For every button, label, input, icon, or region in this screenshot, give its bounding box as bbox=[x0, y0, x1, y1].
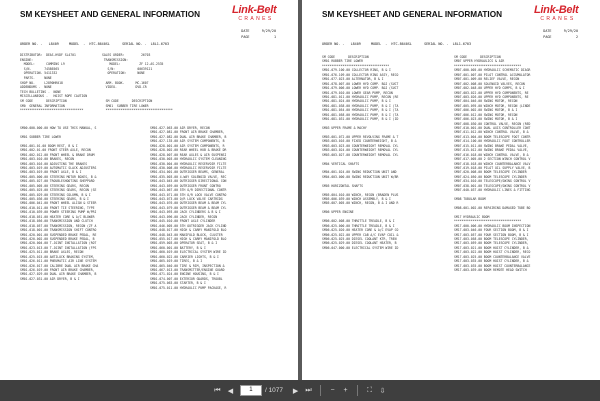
sm-code-entry: SM01-076-109.00 COLLECTOR RING ASSY, RECO bbox=[322, 72, 399, 77]
sm-code-entry: SM17-003-057.00 FOUR SECTION BOOM, B & I bbox=[454, 232, 529, 237]
sm-code-entry: SM04-003-000.00 SWING REDUCTION UNIT W/BR bbox=[322, 174, 399, 179]
sm-code-entry: SM07-034-010.00 TELESCOPE/SWING CONTROL V bbox=[454, 179, 531, 184]
sm-code-entry: SM07-010-001.00 DUAL AXIS CONTROLLER CONT bbox=[454, 126, 531, 130]
toolbar-divider bbox=[320, 385, 321, 396]
sm-code-entry: SM07-006-002.00 SWING MOTOR, B & I bbox=[454, 108, 518, 113]
sm-code-entry: SM05-004-010.00 WINCH, RECON (BRADEN PLUS bbox=[322, 192, 399, 197]
sm-code-entry: SM07-014-100.00 HYDRAULIC FOOT CONTROLLER bbox=[454, 139, 531, 144]
sm-code-entry: SM01-025-015.00 ANTILOCK BRAKING SYSTEM, bbox=[20, 254, 95, 259]
sm-code-entry: SM07-006-012.00 SWING MOTOR, RECON bbox=[454, 112, 518, 117]
sm-code-entry: SM06-025-025.00 DIESEL COOLANT KTR, TREN bbox=[322, 236, 397, 241]
info-line: S/N- 74586565 S/N: 00639121 bbox=[20, 66, 153, 71]
sm-code-entry: SM05 HORIZONTAL SHAFTS bbox=[322, 183, 363, 188]
sm-code-entry: SM01-005-029.00 STEERING COLUMN, B & I bbox=[20, 192, 91, 197]
info-line: ********************************** ************************************ bbox=[20, 108, 173, 113]
sm-code-entry: SM01-005-027.00 TROUBLESHOOTING SHEPPARD bbox=[20, 179, 95, 184]
sm-code-entry: SM07-005-095.00 WINCH MOTOR, RECON (LINDE bbox=[454, 103, 531, 108]
sm-code-list-right bbox=[454, 55, 582, 272]
sm-code-entry: SM01 RUBBER TIRE LOWER bbox=[322, 59, 363, 64]
info-line: SHOP NO- L2890HR018 ARM. BOOK- MC-1607 bbox=[20, 80, 149, 85]
sm-code-entry: SM06-025-022.00 UPPER CAB A/C EVAP COIL & bbox=[322, 232, 399, 237]
sm-code-entry: SM01-030-008.00 HYDRAULIC RESERVOIR FILTE bbox=[150, 165, 227, 170]
sm-code-entry: SM01-081-024.00 HYDRAULIC PUMP, B & I bbox=[322, 99, 391, 104]
sm-code-entry: SM01-043-076.00 OUTRIGGER BEAM & BEAM CYL bbox=[150, 201, 227, 206]
sm-code-entry: SM03 UPPER FRAME & MACHY bbox=[322, 126, 367, 130]
sm-code-entry: SM01-081-038.00 HYDRAULIC PUMP, B & I (TA bbox=[322, 103, 399, 108]
info-line: PARTS- NONE bbox=[20, 75, 52, 80]
logo-wordmark: Link-Belt bbox=[534, 4, 579, 16]
sm-code-entry: SM05-006-039.00 WINCH ASSEMBLY, B & I bbox=[322, 197, 391, 201]
sm-code-entry: SM07-000-005.00 HYDRAULIC SCHEMATIC DIAGR bbox=[454, 68, 531, 73]
sm-code-entry: SM01-020-004.00 T-JOINT INSTALLATION (ROT bbox=[20, 241, 97, 246]
sm-code-entry: SM07-019-018.00 PILOT OIL SUPPLY VALVE, B bbox=[454, 165, 531, 170]
page-number-line: PAGE 2 bbox=[543, 35, 578, 39]
sm-code-entry: SM07-038-001.00 TELESCOPE/SWING CONTROL V bbox=[454, 183, 531, 188]
sm-code-entry: SM01-010-039.00 POWER STEERING PUMP W/PRI bbox=[20, 210, 97, 215]
sm-code-entry: SM01-005-005.00 STEERING GEARS, RECON bbox=[20, 183, 89, 188]
sm-code-entry: SM17-003-022.00 BOOM HOIST CYLINDER, RECO bbox=[454, 250, 531, 255]
sm-code-entry: SM CODE DESCRIPTION bbox=[454, 55, 501, 59]
document-title: SM KEYSHEET AND GENERAL INFORMATION bbox=[20, 10, 200, 19]
info-line: SM0 GENERAL INFORMATION SM01 SUBBER TIRE LOWER bbox=[20, 103, 149, 108]
sm-code-entry: SM07-001-007.00 PILOT CONTROL ACCUMULATOR bbox=[454, 72, 531, 77]
sm-code-entry: SM01-023-013.00 T-JOINT INSTALLATION (FPS bbox=[20, 245, 97, 250]
sm-code-entry: SM01-003-016.00 ADJUSTING THE BRAKES bbox=[20, 161, 88, 166]
sm-code-entry: SM01-020-001.00 SUSPENDED BRAKE PEDAL, RE bbox=[20, 232, 97, 237]
sm-code-list-left bbox=[20, 126, 148, 281]
sm-code-entry: SM01-034-001.00 OUTRIGGER BEAMS, GENERAL bbox=[150, 170, 225, 175]
sm-code-entry: ************************************ bbox=[454, 63, 522, 68]
sm-code-entry: SM01-027-031.00 AIR DRYER, B & I bbox=[20, 276, 80, 281]
machine-info-block bbox=[20, 53, 280, 113]
sm-code-entry: SM17-003-021.00 BOOM HOIST CYLINDER, B & bbox=[454, 245, 529, 250]
sm-code-entry: SM01-043-067.00 5TH O/R DIRECTIONAL CONTR bbox=[150, 188, 227, 193]
sm-code-entry: SM01-048-017.00 HIGH & CARRY MANIFOLD BLO bbox=[150, 228, 227, 233]
sm-code-entry: SM01-043-079.00 OUTRIGGER BEAM & BEAM CYL bbox=[150, 205, 227, 210]
sm-code-entry: SM01-059-003.00 OPERATOR SEAT, B & I bbox=[150, 241, 218, 246]
sm-code-entry: SM01-043-096.00 JACK CYLINDER, RECON bbox=[150, 214, 218, 219]
sm-code-entry: SM07-015-011.00 SWING BRAKE PEDAL VALVE, bbox=[454, 143, 529, 148]
sm-code-entry: SM01-071-024.00 ENGINE HOUSING, B & I bbox=[150, 272, 219, 277]
last-page-icon[interactable]: ⏭ bbox=[305, 386, 312, 394]
sm-code-entry: SM01-027-081.00 FRONT AIR BRAKE CHAMBER, bbox=[150, 130, 225, 135]
first-page-icon[interactable]: ⏮ bbox=[214, 386, 221, 394]
order-line: ORDER NO. - L8409 MODEL - HTC-8640SL SERIAL NO. - L8L1-6703 bbox=[322, 42, 472, 46]
sm-code-entry: SM03-003-024.00 COUNTERWEIGHT REMOVAL CYL bbox=[322, 148, 399, 153]
sm-code-entry: SM01-026-019.00 FRONT AIR BRAKE CHAMBER, bbox=[20, 268, 95, 272]
sm-code-entry: SM17-003-039.00 BOOM REMOTE HEAD SWITCH bbox=[454, 268, 527, 272]
sm-code-entry: SM01-001-01.00 BOOM REST, B & I bbox=[20, 143, 78, 148]
sm-code-entry: SM07-020-008.00 BOOM TELESCOPE CYLINDER bbox=[454, 170, 527, 175]
sm-code-entry: SM07-018-018.00 WINCH COUNTERBALANCE VALV bbox=[454, 161, 531, 166]
sm-code-entry: SM01-026-011.00 PNEUMATIC AIR LINE SYSTEM bbox=[20, 259, 97, 264]
sm-code-entry: SM01-018-001.00 TRANSMISSION SHIFT CONTRO bbox=[20, 228, 97, 233]
sm-code-entry: SM07-040-037.00 HYDRAULIC LINES & FITTING bbox=[454, 188, 531, 193]
sm-code-entry: SM06-047-000.00 ELECTRICAL SYSTEM WIRE ID bbox=[322, 245, 399, 250]
sm-code-entry: SM01-005-036.00 STEERING GEARS, B & I bbox=[20, 197, 89, 201]
sm-code-entry: SM01-048-043.00 MANIFOLD BLOCK, CLUSTER bbox=[150, 232, 223, 237]
sm-code-entry: SM07-016-018.00 WINCH CONTROL VALVE, B & bbox=[454, 152, 529, 157]
sm-code-entry: SM08 TUBULAR BOOM bbox=[454, 197, 486, 201]
info-line: MISCELLANEOUS - HOIST ROPE CAUTION bbox=[20, 94, 88, 99]
sm-code-entry: SM06-025-020.00 HEATER CORE & A/C EVAP CO bbox=[322, 228, 399, 233]
sm-code-entry: SM01-003-019.00 FRONT AXLE, B & I bbox=[20, 170, 82, 175]
sm-code-entry: SM06 UPPER ENGINE bbox=[322, 210, 354, 215]
sm-code-entry: SM04 VERTICAL SHAFTS bbox=[322, 161, 360, 166]
sm-code-entry: SM01-060-022.00 CARRIER LIGHTS, B & I bbox=[150, 254, 219, 259]
sm-code-entry: SM01 SUBBER TIRE LOWER bbox=[20, 134, 61, 139]
sm-code-entry: SM01-027-029.00 DUAL AIR BRAKE CHAMBER, B bbox=[20, 272, 97, 277]
info-line: MODEL: CUMMINS L9 MODEL: ZF 12-AS-2535 bbox=[20, 62, 164, 67]
toolbar-divider bbox=[357, 385, 358, 396]
sm-code-entry: SM01-030-003.00 HYDRAULIC SYSTEM CLEANING bbox=[150, 157, 227, 162]
sm-code-entry: SM01-027-063.00 AIR DRYER, RECON bbox=[150, 126, 210, 130]
sm-code-entry: SM17-003-035.00 BOOM HOIST COUNTERBALANCE bbox=[454, 263, 531, 268]
sm-code-entry: SM07-011-012.00 WINCH CONTROL VALVE, B & bbox=[454, 130, 529, 135]
sm-code-list-right bbox=[150, 126, 278, 290]
sm-code-entry: SM01-026-017.00 CALIBRE DUAL AIR BRAKE CHA bbox=[20, 263, 99, 268]
sm-code-entry: SM01-079-006.00 LOWER HYD COMP. B&I (SUCT bbox=[322, 86, 399, 91]
sm-code-entry: SM01-078-007.00 LOWER HYD COMP. B&I (SUCT bbox=[322, 81, 399, 86]
sm-code-entry: SM01-018-056.00 TRANSMISSION AND CLUTCH bbox=[20, 219, 93, 224]
sm-code-entry: SM01-005-025.00 STEERING GEARS, RECON (SE bbox=[20, 188, 97, 193]
page-number-input[interactable]: 1 bbox=[240, 385, 262, 396]
sm-code-entry: SM03-003-016.00 FIXED COUNTERWEIGHT, B & bbox=[322, 139, 397, 144]
sm-code-entry: SM01-027-135.00 AIR SYSTEM COMPONENTS, B bbox=[150, 139, 225, 144]
sm-code-entry: SM07-003-022.00 UPPER HYD COMPONENTS, RE bbox=[454, 90, 529, 95]
sm-code-entry: SM03-003-027.00 COUNTERWEIGHT REMOVAL CYL bbox=[322, 152, 399, 157]
sm-code-entry: SM06-025-000.00 THROTTLE TREADLE, B & I bbox=[322, 223, 395, 228]
sm-code-entry: SM01-010-011.00 FRONT TIE STEERING, TYPE bbox=[20, 205, 95, 210]
info-line: TECH BULLETINS - NONE bbox=[20, 89, 61, 94]
zoom-in-icon[interactable]: + bbox=[343, 387, 348, 394]
sm-code-entry: SM07-013-004.00 BOOM TELESCOPE FOOT CONTR bbox=[454, 134, 531, 139]
sm-code-entry: SM01-043-059.00 OUTRIGGER FRONT CONTRO bbox=[150, 183, 221, 188]
next-page-icon[interactable]: ▶ bbox=[292, 387, 299, 395]
info-line: SM CODE DESCRIPTION SM CODE DESCRIPTION bbox=[20, 98, 153, 103]
viewer-toolbar bbox=[0, 380, 600, 401]
link-belt-logo bbox=[232, 4, 280, 26]
sm-code-entry: SM01-067-013.00 TRANSMITTER/ENGINE GUARD bbox=[150, 268, 225, 272]
sm-code-entry: SM01-035-003.00 4-WAY SOLENOID VALVE, REC bbox=[150, 174, 227, 179]
sm-code-entry: SM01-077-023.00 ALTERNATOR, B & I bbox=[322, 77, 384, 82]
sm-code-entry: SM07-006-023.00 SWING MOTOR, B & I bbox=[454, 117, 518, 122]
sm-code-entry: SM06-002-008.00 THROTTLE TREADLE, B & I bbox=[322, 219, 395, 224]
sm-code-entry: SM01-028-007.00 REAR AXLES & AIR SUSPENSI bbox=[150, 152, 227, 157]
sm-code-entry: SM01-046-005.00 5TH OUTRIGGER JACK CYLIND bbox=[150, 223, 227, 228]
sm-code-entry: SM17 HYDRAULIC BOOM bbox=[454, 214, 490, 219]
sm-code-entry: SM07-002-048.00 UPPER HYD COMPS, B & I bbox=[454, 86, 525, 91]
sm-code-entry: SM17-003-058.00 BOOM TELESCOPE CYLINDER, bbox=[454, 236, 529, 241]
logo-wordmark: Link-Belt bbox=[232, 4, 277, 16]
sm-code-entry: SM01-081-054.00 HYDRAULIC PUMP, B & I (TA bbox=[322, 108, 399, 113]
info-line: ENGINE: TRANSMISSION: bbox=[20, 57, 129, 62]
sm-code-entry: SM01-043-093.00 JACK CYLINDERS & B & I bbox=[150, 210, 221, 215]
sm-code-entry: SM00-000-000.00 HOW TO USE THIS MANUAL, S bbox=[20, 126, 97, 130]
sm-code-entry: SM01-060-019.00 ELECTRICAL SYSTEM WIRE ID bbox=[150, 250, 227, 255]
sm-code-entry: SM05-007-005.00 WINCH, RECON, B & I AND R bbox=[322, 201, 399, 206]
sm-code-entry: SM07 UPPER HYDRAULICS & AIR bbox=[454, 59, 505, 64]
sm-code-entry: SM04-001-024.00 SWING REDUCTION UNIT AND bbox=[322, 170, 397, 175]
sm-code-entry: SM01-028-002.00 REAR WHEEL HUB & BRAKE DR bbox=[150, 148, 227, 153]
sm-code-entry: SM07-015-012.00 SWING BRAKE PEDAL VALVE, bbox=[454, 148, 529, 153]
sm-code-entry: SM01-018-051.00 HEATER CORE & A/C BLOWER bbox=[20, 214, 95, 219]
sm-code-entry: SM01-081-058.00 HYDRAULIC PUMP, B & I (TA bbox=[322, 112, 399, 117]
sm-code-entry: SM01-045-010.00 FRONT AXLE CYLINDER bbox=[150, 219, 216, 224]
sm-code-entry: SM01-018-057.00 TRANSMISSION, RECON (ZF A bbox=[20, 223, 97, 228]
sm-code-entry: SM07-004-046.00 SWING MOTOR, RECON bbox=[454, 99, 518, 104]
sm-code-entry: SM03-001-072.00 UPPER REVOLVING FRAME & T bbox=[322, 134, 399, 139]
sm-code-entry: SM01-027-082.00 DUAL AIR BRAKE CHAMBER, B bbox=[150, 134, 227, 139]
logo-subtitle: CRANES bbox=[238, 16, 274, 22]
sm-code-entry: SM17-003-025.00 BOOM COUNTERBALANCE VALVE bbox=[454, 254, 531, 259]
sm-code-entry: SM01-030-004.00 HYDRAULIC RESERVOIR FILTE bbox=[150, 161, 227, 166]
sm-code-list-left bbox=[322, 55, 450, 250]
sm-code-entry: SM01-075-011.00 HYDRAULIC PUMP PACKAGE, R bbox=[150, 285, 227, 290]
sm-code-entry: SM01-003-019.00 AUTOMATIC SLACK ADJUSTERS bbox=[20, 165, 97, 170]
sm-code-entry: SM07-001-009.00 RELIEF VALVE, RECON bbox=[454, 77, 520, 82]
sm-code-entry: SM07-003-026.00 UPPER HYD COMPONENTS, RE bbox=[454, 94, 529, 99]
sm-code-entry: SM CODE DESCRIPTION bbox=[322, 55, 369, 59]
date-line: DATE 9/29/20 bbox=[241, 29, 276, 33]
sm-code-entry: SM01-075-063.00 STARTER, B & I bbox=[150, 281, 206, 286]
fullscreen-icon[interactable]: ⛶ bbox=[367, 386, 372, 394]
sm-code-entry: SM01-005-000.00 STEERING MOTOR BOXES, B & bbox=[20, 174, 97, 179]
logo-subtitle: CRANES bbox=[540, 16, 576, 22]
sm-code-entry: SM01-028-001.00 AIR SYSTEM COMPONENTS, R bbox=[150, 143, 225, 148]
info-line: ADDENDUMS - NONE VIDEO- DVD-CR bbox=[20, 85, 147, 90]
sm-code-entry: SM03-003-023.00 COUNTERWEIGHT REMOVAL CYL bbox=[322, 143, 399, 148]
sm-code-entry: SM06-025-029.00 DIESEL COOLANT HEATER, B bbox=[322, 241, 397, 246]
sm-code-entry: SM01-060-001.00 BATTERY, B & I bbox=[150, 245, 206, 250]
sm-code-entry: SM01-002-01.00 FRONT STEER AXLE, RECON bbox=[20, 148, 91, 153]
download-icon[interactable]: ⇩ bbox=[379, 387, 386, 395]
sm-code-entry: SM07-017-005.00 2 SECTION WINCH CONTROL V bbox=[454, 157, 531, 162]
sm-code-entry: ************************************ bbox=[322, 63, 390, 68]
sm-code-entry: SM17-003-035.00 BOOM HOIST CYLINDER, B & bbox=[454, 259, 529, 264]
sm-code-entry: SM01-065-040.00 TIRE & RIM, INSPECTION & bbox=[150, 263, 225, 268]
sm-code-entry: SM01-043-071.00 5TH O/R LOCK VALVE CONTRO bbox=[150, 192, 227, 197]
sm-code-entry: SM01-065-019.00 TIRES, B & I bbox=[150, 259, 203, 264]
sm-code-entry: SM01-055-017.00 HIGH & CARRY MANIFOLD BLO bbox=[150, 236, 227, 241]
prev-page-icon[interactable]: ◀ bbox=[227, 387, 234, 395]
document-title: SM KEYSHEET AND GENERAL INFORMATION bbox=[322, 10, 502, 19]
page-number-line: PAGE 1 bbox=[241, 35, 276, 39]
sm-code-entry: SM01-079-100.00 COLLECTOR RING, B & I bbox=[322, 68, 391, 73]
sm-code-entry: SM08-001-002.00 REPAIRING DAMAGED TUBE BO bbox=[454, 205, 531, 210]
sm-code-entry: SM01-043-045.00 OUTRIGGER DIRECTIONAL CON bbox=[150, 179, 227, 184]
sm-code-entry: SM17-003-046.00 FOUR SECTION BOOM, B & I bbox=[454, 228, 529, 233]
sm-code-entry: SM01-006-041.00 FRONT WHEEL ALIGN & STEER bbox=[20, 201, 97, 206]
sm-code-entry: SM01-003-010.00 BRAKES, RECON bbox=[20, 157, 75, 162]
order-line: ORDER NO. - L8409 MODEL - HTC-8640SL SERIAL NO. - L8L1-6703 bbox=[20, 42, 170, 46]
zoom-out-icon[interactable]: − bbox=[330, 387, 335, 394]
page-total: / 1077 bbox=[264, 387, 284, 394]
sm-code-entry: SM01-074-007.00 EXTERIOR GUARDS, TROUBL bbox=[150, 276, 223, 281]
sm-code-entry: SM07-002-008.00 SOLENOID VALVES, RECON bbox=[454, 81, 525, 86]
sm-code-entry: SM01-081-031.00 HYDRAULIC PUMP, B & I (ID bbox=[322, 117, 399, 122]
sm-code-entry: SM01-002-012.00 FRONT WHEEL & BRAKE DRUM bbox=[20, 152, 95, 157]
page-2 bbox=[302, 0, 600, 380]
sm-code-entry: SM01-079-010.00 LOWER GEAR PUMP, RECON bbox=[322, 90, 393, 95]
info-line: OPERATION- 5411332 OPERATION: NONE bbox=[20, 71, 145, 76]
sm-code-entry: SM01-043-073.00 O/R LOCK VALVE CARTRIDG bbox=[150, 197, 223, 201]
sm-code-entry: SM17-000-006.00 HYDRAULIC BOOM INSPECTION bbox=[454, 223, 531, 228]
sm-code-entry: ************************************ bbox=[454, 219, 522, 224]
link-belt-logo bbox=[534, 4, 582, 26]
info-line: DISTRIBUTOR: DEAS-HVDF SL4701 SALES ORDER: 26703 bbox=[20, 53, 151, 57]
sm-code-entry: SM01-081-011.00 HYDRAULIC PUMP, RECON (RE bbox=[322, 94, 399, 99]
sm-code-entry: SM01-020-002.00 SUSPENDED BRAKE PEDAL, B bbox=[20, 236, 95, 241]
sm-code-entry: SM07-024-050.00 BOOM TELESCOPE CYLINDER bbox=[454, 174, 527, 179]
page-1 bbox=[0, 0, 298, 380]
sm-code-entry: SM07-008-030.00 CONTROL VALVE, RECON (RED bbox=[454, 121, 531, 126]
sm-code-entry: SM17-003-059.00 BOOM TELESCOPE CYLINDER, bbox=[454, 241, 529, 246]
sm-code-entry: SM01-025-011.00 BRAKE AXLES, RECON bbox=[20, 250, 84, 255]
date-line: DATE 9/29/20 bbox=[543, 29, 578, 33]
